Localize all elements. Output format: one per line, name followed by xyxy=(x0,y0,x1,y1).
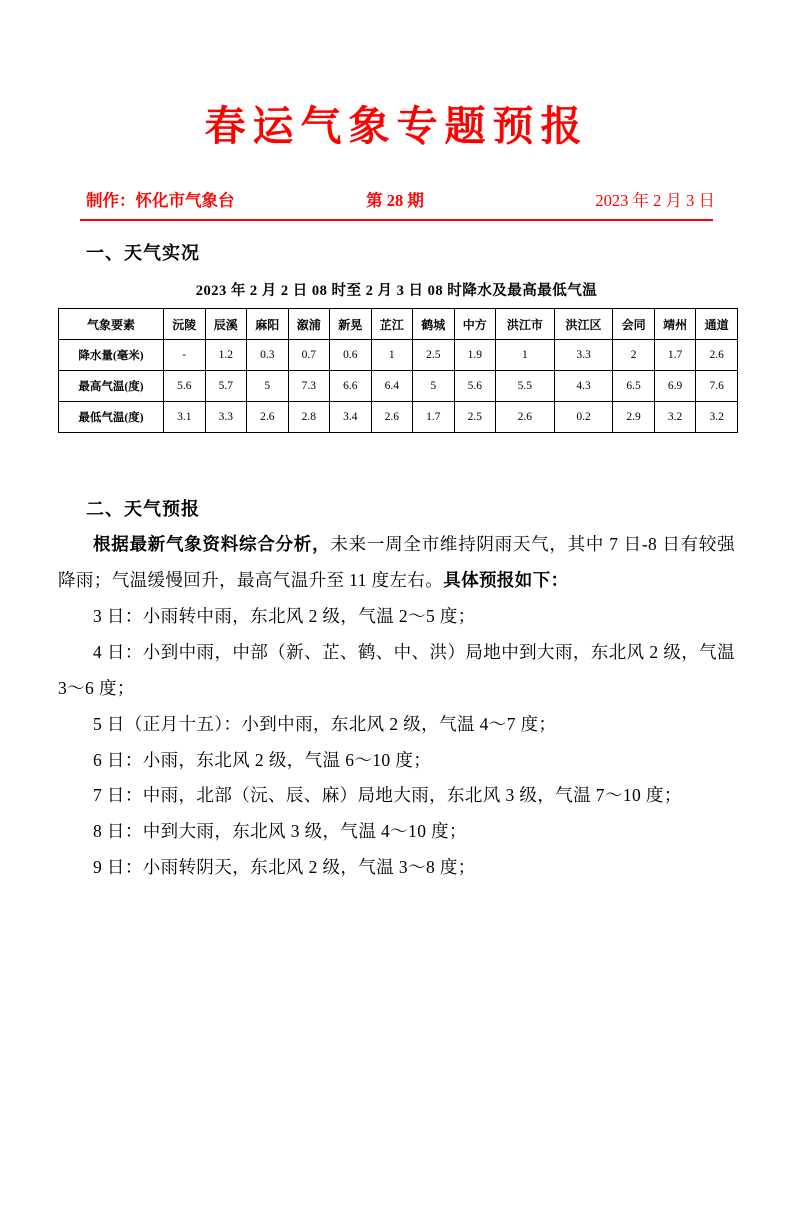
forecast-intro-bold-tail: 具体预报如下： xyxy=(443,570,569,591)
table-header-cell: 中方 xyxy=(454,309,496,340)
table-cell: 2.8 xyxy=(288,402,330,433)
table-cell: 1.2 xyxy=(205,340,247,371)
table-cell: 2.6 xyxy=(496,402,555,433)
table-cell: 5.5 xyxy=(496,371,555,402)
table-cell: 1 xyxy=(371,340,413,371)
meta-producer: 制作：怀化市气象台 xyxy=(86,191,235,211)
forecast-item: 4 日：小到中雨，中部（新、芷、鹤、中、洪）局地中到大雨，东北风 2 级，气温 3～6 度； xyxy=(58,641,735,698)
table-cell: 0.3 xyxy=(247,340,289,371)
table-row-label: 最高气温(度) xyxy=(59,371,164,402)
forecast-item: 7 日：中雨，北部（沅、辰、麻）局地大雨，东北风 3 级，气温 7～10 度； xyxy=(93,785,682,806)
table-cell: 1.7 xyxy=(413,402,455,433)
table-cell: - xyxy=(164,340,206,371)
table-cell: 3.4 xyxy=(330,402,372,433)
table-header-cell: 靖州 xyxy=(654,309,696,340)
table-header-cell: 沅陵 xyxy=(164,309,206,340)
meta-date: 2023 年 2 月 3 日 xyxy=(595,191,715,211)
table-row-label: 最低气温(度) xyxy=(59,402,164,433)
table-header-cell: 芷江 xyxy=(371,309,413,340)
table-cell: 2.5 xyxy=(454,402,496,433)
table-cell: 2.6 xyxy=(696,340,738,371)
table-cell: 5.6 xyxy=(164,371,206,402)
table-cell: 6.6 xyxy=(330,371,372,402)
section-heading-weather-observation: 一、天气实况 xyxy=(86,243,200,264)
table-cell: 4.3 xyxy=(554,371,613,402)
table-header-cell: 麻阳 xyxy=(247,309,289,340)
table-cell: 2.6 xyxy=(247,402,289,433)
table-cell: 7.6 xyxy=(696,371,738,402)
table-cell: 2.6 xyxy=(371,402,413,433)
table-cell: 0.6 xyxy=(330,340,372,371)
table-cell: 3.2 xyxy=(654,402,696,433)
table-cell: 3.3 xyxy=(554,340,613,371)
table-cell: 5 xyxy=(413,371,455,402)
forecast-body xyxy=(58,527,735,886)
table-cell: 6.5 xyxy=(613,371,655,402)
table-cell: 7.3 xyxy=(288,371,330,402)
table-header-cell: 会同 xyxy=(613,309,655,340)
forecast-item: 3 日：小雨转中雨，东北风 2 级，气温 2～5 度； xyxy=(93,606,476,627)
table-header-cell: 气象要素 xyxy=(59,309,164,340)
table-caption: 2023 年 2 月 2 日 08 时至 2 月 3 日 08 时降水及最高最低气温 xyxy=(195,283,598,300)
document-page xyxy=(0,100,793,1222)
table-cell: 2 xyxy=(613,340,655,371)
forecast-intro-text: 未来一周全市维持阴雨天气，其中 7 日-8 日有较强降雨；气温缓慢回升，最高气温升至 11 度左右。 xyxy=(58,534,735,591)
table-row xyxy=(59,402,738,433)
section-heading-weather-forecast: 二、天气预报 xyxy=(86,499,200,520)
weather-observation-table xyxy=(58,308,738,433)
table-cell: 5.6 xyxy=(454,371,496,402)
table-cell: 3.2 xyxy=(696,402,738,433)
table-cell: 1 xyxy=(496,340,555,371)
forecast-item: 5 日（正月十五）：小到中雨，东北风 2 级，气温 4～7 度； xyxy=(93,713,557,734)
meta-issue-number: 第 28 期 xyxy=(366,191,424,211)
table-header-cell: 通道 xyxy=(696,309,738,340)
table-row xyxy=(59,371,738,402)
table-cell: 6.4 xyxy=(371,371,413,402)
table-cell: 6.9 xyxy=(654,371,696,402)
table-row xyxy=(59,340,738,371)
table-cell: 5.7 xyxy=(205,371,247,402)
forecast-intro-bold-lead: 根据最新气象资料综合分析， xyxy=(93,534,331,555)
table-cell: 1.7 xyxy=(654,340,696,371)
document-meta xyxy=(58,187,735,211)
table-header-cell: 辰溪 xyxy=(205,309,247,340)
table-cell: 2.5 xyxy=(413,340,455,371)
table-header-cell: 鹤城 xyxy=(413,309,455,340)
table-cell: 1.9 xyxy=(454,340,496,371)
table-header-cell: 新晃 xyxy=(330,309,372,340)
document-title: 春运气象专题预报 xyxy=(204,102,589,150)
table-header-cell: 洪江市 xyxy=(496,309,555,340)
table-cell: 2.9 xyxy=(613,402,655,433)
table-cell: 0.7 xyxy=(288,340,330,371)
forecast-item: 9 日：小雨转阴天，东北风 2 级，气温 3～8 度； xyxy=(93,857,476,878)
table-row-label: 降水量(毫米) xyxy=(59,340,164,371)
table-cell: 3.3 xyxy=(205,402,247,433)
forecast-intro-paragraph xyxy=(58,527,735,599)
header-divider xyxy=(80,219,713,221)
forecast-item: 8 日：中到大雨，东北风 3 级，气温 4～10 度； xyxy=(93,821,467,842)
forecast-item: 6 日：小雨，东北风 2 级，气温 6～10 度； xyxy=(93,749,432,770)
table-header-cell: 溆浦 xyxy=(288,309,330,340)
table-cell: 5 xyxy=(247,371,289,402)
table-header-row xyxy=(59,309,738,340)
table-cell: 3.1 xyxy=(164,402,206,433)
table-header-cell: 洪江区 xyxy=(554,309,613,340)
table-cell: 0.2 xyxy=(554,402,613,433)
